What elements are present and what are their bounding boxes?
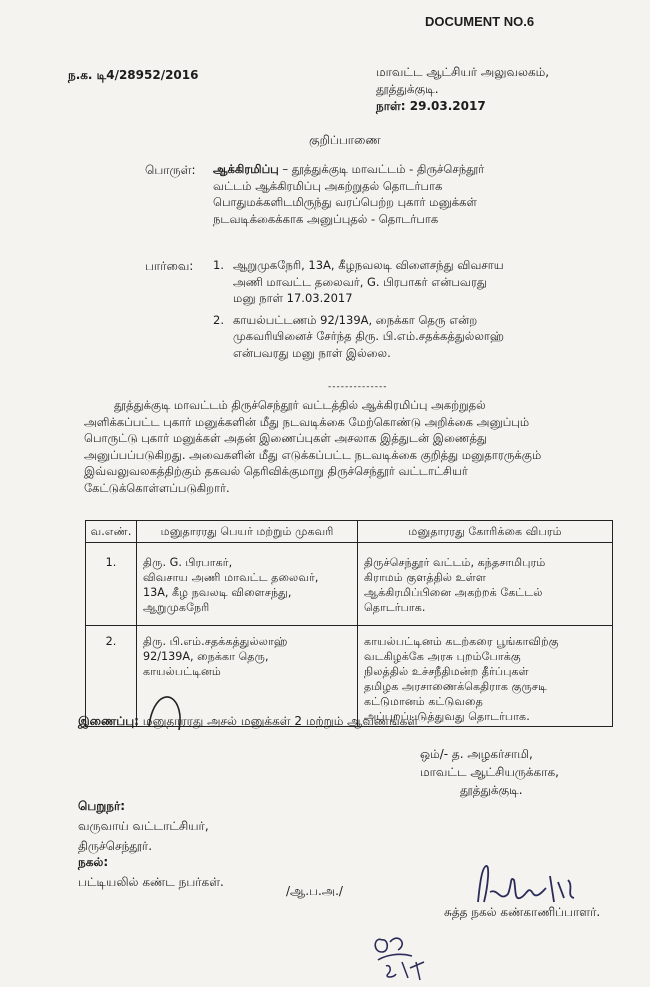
column-header: மனுதாரரது பெயர் மற்றும் முகவரி (137, 521, 358, 543)
recipient-block: பெறுநர்: வருவாய் வட்டாட்சியர், திருச்செந்தூர். (78, 796, 209, 856)
request-cell: காயல்பட்டினம் கடற்கரை பூங்காவிற்கு வடகிழக்கே அரசு புறம்போக்கு நிலத்தில் உச்சநீதிமன்ற தீர்ப்புகள் தமிழக அரசாணைக்கெதிராக குருசடி கட்டுமானம் கட்டுவதை அப்புறப்படுத்துவது தொடர்பாக. (358, 626, 613, 727)
petitioner-cell: திரு. பி.எம்.சதக்கத்துல்லாஹ் 92/139A, நைக்கா தெரு, காயல்பட்டினம் (137, 626, 358, 727)
enclosure-text: மனுதாரரது அசல் மனுக்கள் 2 மற்றும் ஆவணங்கள் (142, 714, 419, 728)
reference-list (213, 257, 613, 361)
document-title: குறிப்பாணை (309, 133, 381, 147)
reference-label: பார்வை: (145, 259, 194, 273)
copy-block: நகல்: பட்டியலில் கண்ட நபர்கள். (78, 852, 224, 892)
office-name: மாவட்ட ஆட்சியர் அலுவலகம், (376, 65, 550, 79)
recipient-label: பெறுநர்: (78, 799, 126, 813)
table-header-row (86, 521, 613, 543)
certifier-title: சுத்த நகல் கண்காணிப்பாளர். (444, 905, 601, 919)
request-cell: திருச்செந்தூர் வட்டம், கந்தசாமிபுரம் கிராமம் குளத்தில் உள்ள ஆக்கிரமிப்பினை அகற்றக் கேட்டல் தொடர்பாக. (358, 543, 613, 626)
subject-label: பொருள்: (145, 163, 196, 177)
document-date: நாள்: 29.03.2017 (376, 99, 486, 113)
table-row: 1. திரு. G. பிரபாகர், விவசாய அணி மாவட்ட தலைவர், 13A, கீழ நவலடி விளைசந்து, ஆறுமுகநேரி திருச்செந்தூர் வட்டம், கந்தசாமிபுரம் கிராமம் குளத்தில் உள்ள ஆக்கிரமிப்பினை அகற்றக் கேட்டல் தொடர்பாக. (86, 543, 613, 626)
column-header: மனுதாரரது கோரிக்கை விபரம் (358, 521, 613, 543)
body-paragraph: தூத்துக்குடி மாவட்டம் திருச்செந்தூர் வட்டத்தில் ஆக்கிரமிப்பு அகற்றுதல் அளிக்கப்பட்ட புகார் மனுக்களின் மீது நடவடிக்கை மேற்கொண்டு அறிக்கை அனுப்பும் பொருட்டு புகார் மனுக்கள் அதன் இணைப்புகள் அசலாக இத்துடன் இணைத்து அனுப்பப்படுகிறது. அவைகளின் மீது எடுக்கப்பட்ட நடவடிக்கை குறித்து மனுதாரருக்கும் இவ்வலுவலகத்திற்கும் தகவல் தெரிவிக்குமாறு திருச்செந்தூர் வட்டாட்சியர் கேட்டுக்கொள்ளப்படுகிறார். (84, 398, 542, 495)
reference-number: ந.க. டி4/28952/2016 (68, 68, 199, 82)
despatch-mark: /ஆ.ப.அ./ (286, 884, 343, 898)
column-header: வ.எண். (86, 521, 137, 543)
reference-item: 1. ஆறுமுகநேரி, 13A, கீழநவலடி விளைசந்து விவசாய அணி மாவட்ட தலைவர், G. பிரபாகர் என்பவரது மனு நாள் 17.03.2017 (213, 258, 504, 305)
copy-label: நகல்: (78, 855, 109, 869)
subject-text: ஆக்கிரமிப்பு – தூத்துக்குடி மாவட்டம் - திருச்செந்தூர் வட்டம் ஆக்கிரமிப்பு அகற்றுதல் தொடர்பாக பொதுமக்களிடமிருந்து வரப்பெற்ற புகார் மனுக்கள் நடவடிக்கைக்காக அனுப்புதல் - தொடர்பாக (213, 162, 485, 226)
separator-line: -------------- (328, 382, 388, 392)
table-row: 2. திரு. பி.எம்.சதக்கத்துல்லாஹ் 92/139A, நைக்கா தெரு, காயல்பட்டினம் காயல்பட்டினம் கடற்கரை பூங்காவிற்கு வடகிழக்கே அரசு புறம்போக்கு நிலத்தில் உச்சநீதிமன்ற தீர்ப்புகள் தமிழக அரசாணைக்கெதிராக குருசடி கட்டுமானம் கட்டுவதை அப்புறப்படுத்துவது தொடர்பாக. (86, 626, 613, 727)
reference-item: 2. காயல்பட்டணம் 92/139A, நைக்கா தெரு என்ற முகவரியினைச் சேர்ந்த திரு. பி.எம்.சதக்கத்துல்லாஹ் என்பவரது மனு நாள் இல்லை. (213, 312, 504, 360)
petition-table (85, 520, 613, 727)
petitioner-cell: திரு. G. பிரபாகர், விவசாய அணி மாவட்ட தலைவர், 13A, கீழ நவலடி விளைசந்து, ஆறுமுகநேரி (137, 543, 358, 626)
document-number: DOCUMENT NO.6 (425, 14, 535, 29)
initial-mark-icon (368, 922, 438, 982)
signatory-block: ஒம்/- த. அழகர்சாமி, மாவட்ட ஆட்சியருக்காக, தூத்துக்குடி. (420, 747, 559, 797)
office-block (376, 64, 626, 115)
enclosure-label: இணைப்பு: (78, 714, 139, 728)
subject-lead: ஆக்கிரமிப்பு (213, 162, 279, 176)
office-city: தூத்துக்குடி. (376, 82, 439, 96)
enclosure-line (78, 714, 418, 730)
